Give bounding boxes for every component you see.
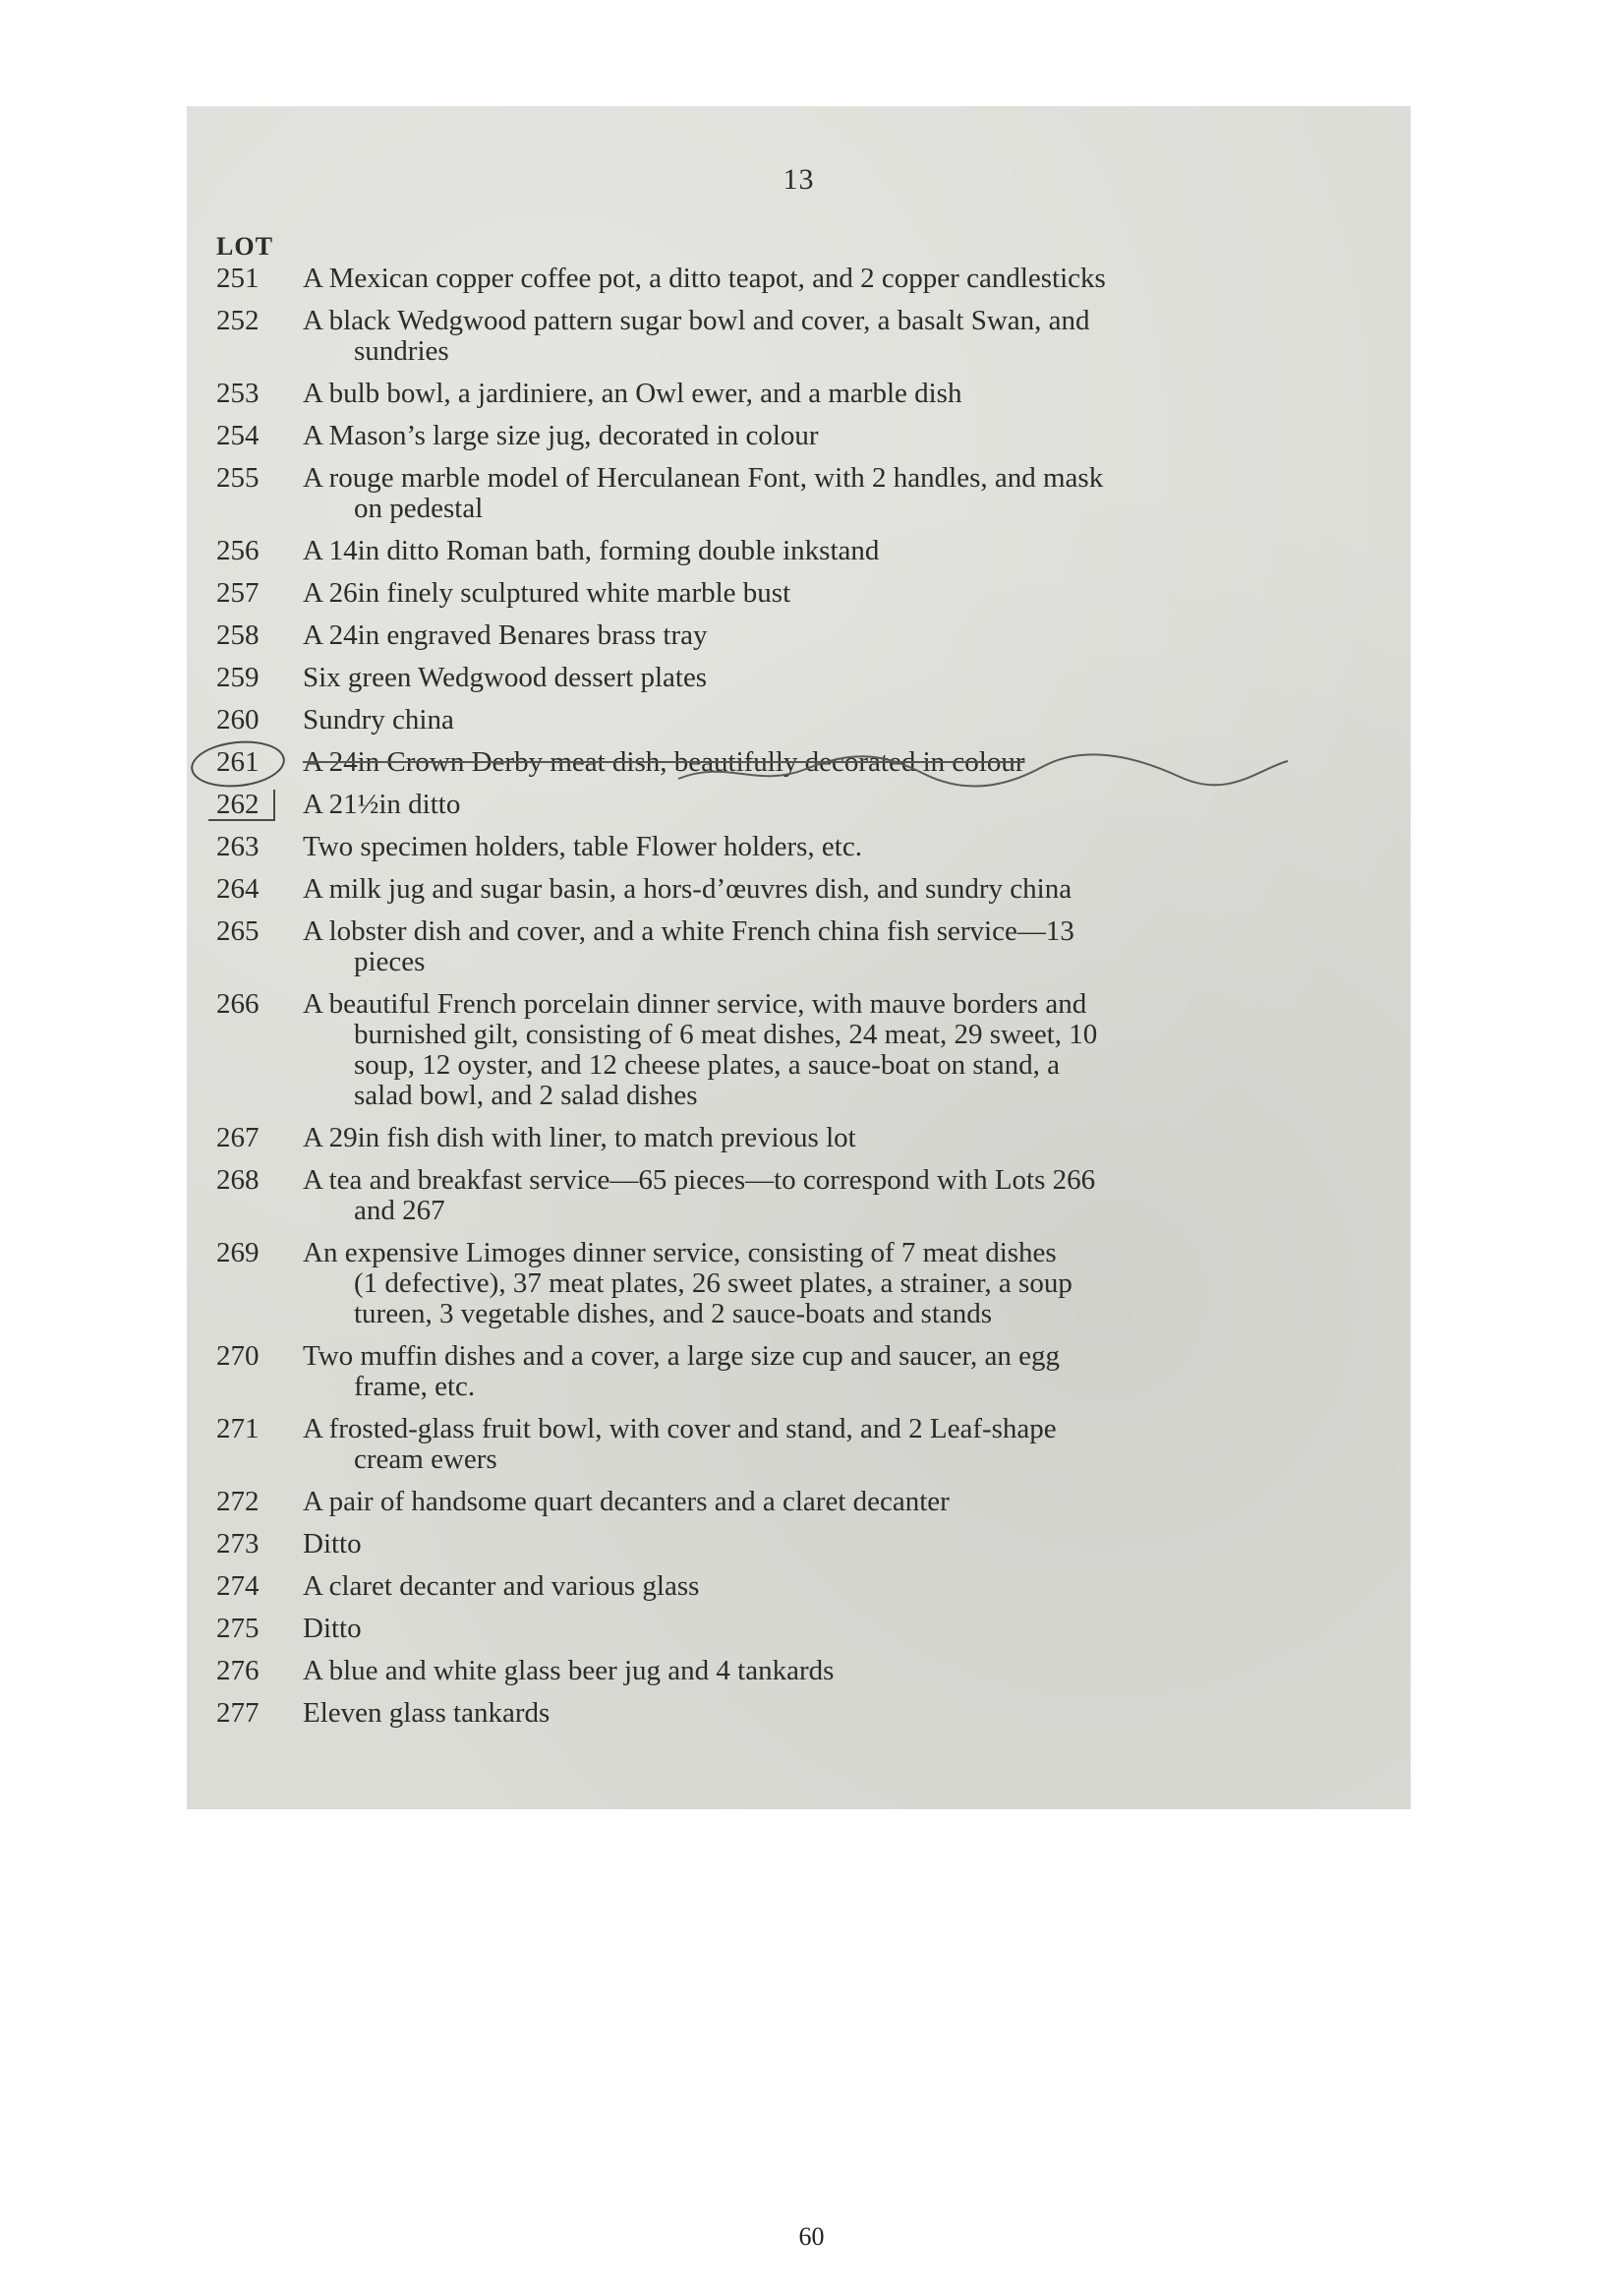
lot-entry (216, 989, 1396, 1111)
lot-description (303, 790, 1396, 820)
lot-description (303, 1656, 1396, 1686)
description-line: A 29in fish dish with liner, to match previous lot (303, 1122, 856, 1153)
lot-number: 251 (216, 263, 260, 294)
lot-number: 259 (216, 662, 260, 693)
description-line: soup, 12 oyster, and 12 cheese plates, a sauce-boat on stand, a (354, 1049, 1060, 1081)
lot-description (303, 1529, 1396, 1560)
description-line: Sundry china (303, 704, 454, 736)
description-line: Ditto (303, 1528, 362, 1560)
lot-number: 260 (216, 704, 260, 736)
lot-entry (216, 1698, 1396, 1729)
lot-description (303, 874, 1396, 905)
lot-number: 263 (216, 831, 260, 862)
lot-description (303, 705, 1396, 736)
description-line: A blue and white glass beer jug and 4 tankards (303, 1655, 835, 1686)
lot-entry (216, 536, 1396, 566)
document-page-number: 60 (798, 2222, 825, 2251)
description-line: pieces (354, 946, 426, 977)
description-line: A Mason’s large size jug, decorated in colour (303, 420, 819, 451)
lot-description (303, 463, 1396, 524)
lot-entry (216, 705, 1396, 736)
lot-entry (216, 379, 1396, 409)
lot-entry (216, 874, 1396, 905)
description-line: sundries (354, 335, 449, 367)
description-line: A milk jug and sugar basin, a hors-d’œuvres dish, and sundry china (303, 873, 1072, 905)
handwritten-circle-mark (189, 736, 287, 792)
lot-entry (216, 832, 1396, 862)
lot-number: 255 (216, 462, 260, 494)
description-line: A claret decanter and various glass (303, 1570, 700, 1602)
description-line: A pair of handsome quart decanters and a claret decanter (303, 1486, 950, 1517)
lot-description (303, 536, 1396, 566)
lot-number: 256 (216, 535, 260, 566)
description-line: A 26in finely sculptured white marble bust (303, 577, 791, 609)
handwritten-strike-scribble (668, 749, 1298, 789)
description-line: A rouge marble model of Herculanean Font, with 2 handles, and mask (303, 462, 1104, 494)
lot-entry (216, 264, 1396, 294)
lot-description (303, 1571, 1396, 1602)
lot-entry (216, 1656, 1396, 1686)
lot-column-heading: LOT (216, 232, 273, 261)
lot-description (303, 663, 1396, 693)
lot-description (303, 1238, 1396, 1329)
lot-number: 267 (216, 1122, 260, 1153)
description-line: (1 defective), 37 meat plates, 26 sweet plates, a strainer, a soup (354, 1267, 1072, 1299)
description-line: on pedestal (354, 493, 484, 524)
description-line: A 24in engraved Benares brass tray (303, 619, 708, 651)
lot-number: 272 (216, 1486, 260, 1517)
handwritten-box-mark (208, 790, 275, 821)
description-line: A black Wedgwood pattern sugar bowl and cover, a basalt Swan, and (303, 305, 1090, 336)
lot-number: 265 (216, 915, 260, 947)
lot-description (303, 264, 1396, 294)
lot-entry (216, 1487, 1396, 1517)
lot-number: 268 (216, 1164, 260, 1196)
lot-number: 264 (216, 873, 260, 905)
description-line: An expensive Limoges dinner service, consisting of 7 meat dishes (303, 1237, 1057, 1268)
description-line: A 24in Crown Derby meat dish, beautifully decorated in colour (303, 746, 1025, 778)
description-line: Two muffin dishes and a cover, a large size cup and saucer, an egg (303, 1340, 1061, 1372)
description-line: cream ewers (354, 1443, 497, 1475)
lot-number: 274 (216, 1570, 260, 1602)
lot-description (303, 1123, 1396, 1153)
lot-entry (216, 306, 1396, 367)
lot-entry (216, 1238, 1396, 1329)
description-line: frame, etc. (354, 1371, 476, 1402)
description-line: A 21½in ditto (303, 789, 461, 820)
lot-entry (216, 747, 1396, 778)
lot-number: 273 (216, 1528, 260, 1560)
lot-number: 266 (216, 988, 260, 1020)
scanned-catalogue-page (187, 106, 1411, 1809)
lot-description (303, 1614, 1396, 1644)
lot-description (303, 1487, 1396, 1517)
lot-description (303, 1698, 1396, 1729)
lot-list (216, 264, 1396, 1740)
description-line: Eleven glass tankards (303, 1697, 551, 1729)
description-line: Six green Wedgwood dessert plates (303, 662, 708, 693)
description-line: Two specimen holders, table Flower holders, etc. (303, 831, 862, 862)
lot-number: 257 (216, 577, 260, 609)
lot-number: 261 (216, 746, 260, 778)
lot-description (303, 1341, 1396, 1402)
lot-description (303, 620, 1396, 651)
lot-description (303, 306, 1396, 367)
lot-number: 262 (216, 789, 260, 820)
catalogue-page-number: 13 (783, 163, 815, 196)
description-line: A bulb bowl, a jardiniere, an Owl ewer, and a marble dish (303, 378, 962, 409)
lot-entry (216, 916, 1396, 977)
lot-number: 276 (216, 1655, 260, 1686)
lot-description (303, 989, 1396, 1111)
lot-entry (216, 663, 1396, 693)
lot-description (303, 832, 1396, 862)
lot-entry (216, 620, 1396, 651)
lot-number: 254 (216, 420, 260, 451)
lot-entry (216, 1571, 1396, 1602)
description-line: A tea and breakfast service—65 pieces—to correspond with Lots 266 (303, 1164, 1096, 1196)
lot-entry (216, 1165, 1396, 1226)
description-line: A Mexican copper coffee pot, a ditto teapot, and 2 copper candlesticks (303, 263, 1106, 294)
description-line: and 267 (354, 1195, 445, 1226)
lot-description (303, 578, 1396, 609)
lot-description (303, 916, 1396, 977)
lot-entry (216, 1529, 1396, 1560)
lot-number: 253 (216, 378, 260, 409)
description-line: burnished gilt, consisting of 6 meat dishes, 24 meat, 29 sweet, 10 (354, 1019, 1098, 1050)
lot-description (303, 1165, 1396, 1226)
lot-number: 269 (216, 1237, 260, 1268)
description-line: Ditto (303, 1613, 362, 1644)
lot-entry (216, 421, 1396, 451)
lot-entry (216, 790, 1396, 820)
lot-description (303, 421, 1396, 451)
description-line: salad bowl, and 2 salad dishes (354, 1080, 698, 1111)
lot-number: 258 (216, 619, 260, 651)
lot-entry (216, 463, 1396, 524)
lot-number: 270 (216, 1340, 260, 1372)
lot-description (303, 379, 1396, 409)
lot-number: 252 (216, 305, 260, 336)
lot-entry (216, 1414, 1396, 1475)
description-line: A lobster dish and cover, and a white French china fish service—13 (303, 915, 1074, 947)
description-line: A frosted-glass fruit bowl, with cover and stand, and 2 Leaf-shape (303, 1413, 1057, 1444)
lot-number: 275 (216, 1613, 260, 1644)
description-line: A beautiful French porcelain dinner service, with mauve borders and (303, 988, 1087, 1020)
lot-entry (216, 1341, 1396, 1402)
lot-number: 271 (216, 1413, 260, 1444)
description-line: A 14in ditto Roman bath, forming double inkstand (303, 535, 880, 566)
lot-description (303, 1414, 1396, 1475)
lot-entry (216, 1614, 1396, 1644)
lot-entry (216, 578, 1396, 609)
lot-number: 277 (216, 1697, 260, 1729)
lot-entry (216, 1123, 1396, 1153)
description-line: tureen, 3 vegetable dishes, and 2 sauce-boats and stands (354, 1298, 993, 1329)
